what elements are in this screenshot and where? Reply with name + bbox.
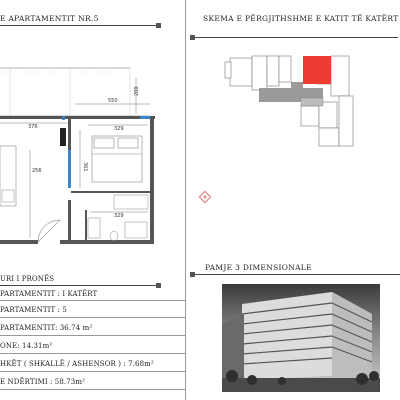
floor-scheme	[225, 48, 365, 148]
dim-256: 256	[32, 168, 42, 174]
left-title-rule	[0, 25, 160, 26]
glazing	[60, 116, 150, 188]
wardrobe	[114, 195, 148, 209]
info-floor: PARTAMENTIT : I KATËRT	[0, 290, 98, 298]
balcony-hatch	[0, 68, 150, 116]
info-common: HKËT ( SHKALLË / ASHENSOR ) : 7.68m²	[0, 360, 154, 368]
left-rule-marker	[156, 23, 161, 28]
watermark-diamond-logo	[198, 190, 212, 204]
kitchen-counter	[0, 146, 16, 206]
right-title: SKEMA E PËRGJITHSHME E KATIT TË KATËRT	[203, 14, 399, 23]
left-title: E APARTAMENTIT NR.5	[0, 14, 99, 23]
info-rule-2	[0, 317, 185, 318]
right-title-rule	[192, 37, 398, 38]
view-title: PAMJE 3 DIMENSIONALE	[205, 263, 312, 272]
info-rule-marker	[156, 283, 161, 288]
fridge	[2, 190, 14, 202]
page-divider	[185, 0, 186, 400]
building-3d-render	[222, 284, 380, 392]
view-rule-marker	[190, 272, 195, 277]
info-number: PARTAMENTIT : 5	[0, 306, 67, 314]
info-total: E NDËRTIMI : 58.73m²	[0, 378, 85, 386]
info-title-rule	[0, 285, 160, 286]
bed	[92, 136, 142, 182]
info-terrace: ONE: 14.31m²	[0, 342, 53, 350]
info-rule-4	[0, 353, 185, 354]
info-area: PARTAMENTIT: 36.74 m²	[0, 324, 93, 332]
bathroom	[88, 218, 147, 241]
dim-361: 361	[82, 162, 88, 172]
dim-550: 550	[108, 98, 118, 104]
dim-329a: 329	[114, 126, 124, 132]
right-rule-marker-left	[190, 35, 195, 40]
info-title: URI I PRONËS	[0, 275, 55, 283]
info-rule-3	[0, 335, 185, 336]
dim-200: 200	[134, 86, 140, 96]
dim-329b: 329	[114, 213, 124, 219]
walls	[0, 116, 155, 244]
info-rule-5	[0, 371, 185, 372]
dim-376: 376	[28, 124, 38, 130]
apartment-5-highlight	[303, 56, 331, 84]
info-rule-6	[0, 389, 185, 390]
info-rule-1	[0, 300, 185, 301]
apartment-floor-plan	[0, 50, 185, 280]
view-title-rule	[190, 274, 400, 275]
